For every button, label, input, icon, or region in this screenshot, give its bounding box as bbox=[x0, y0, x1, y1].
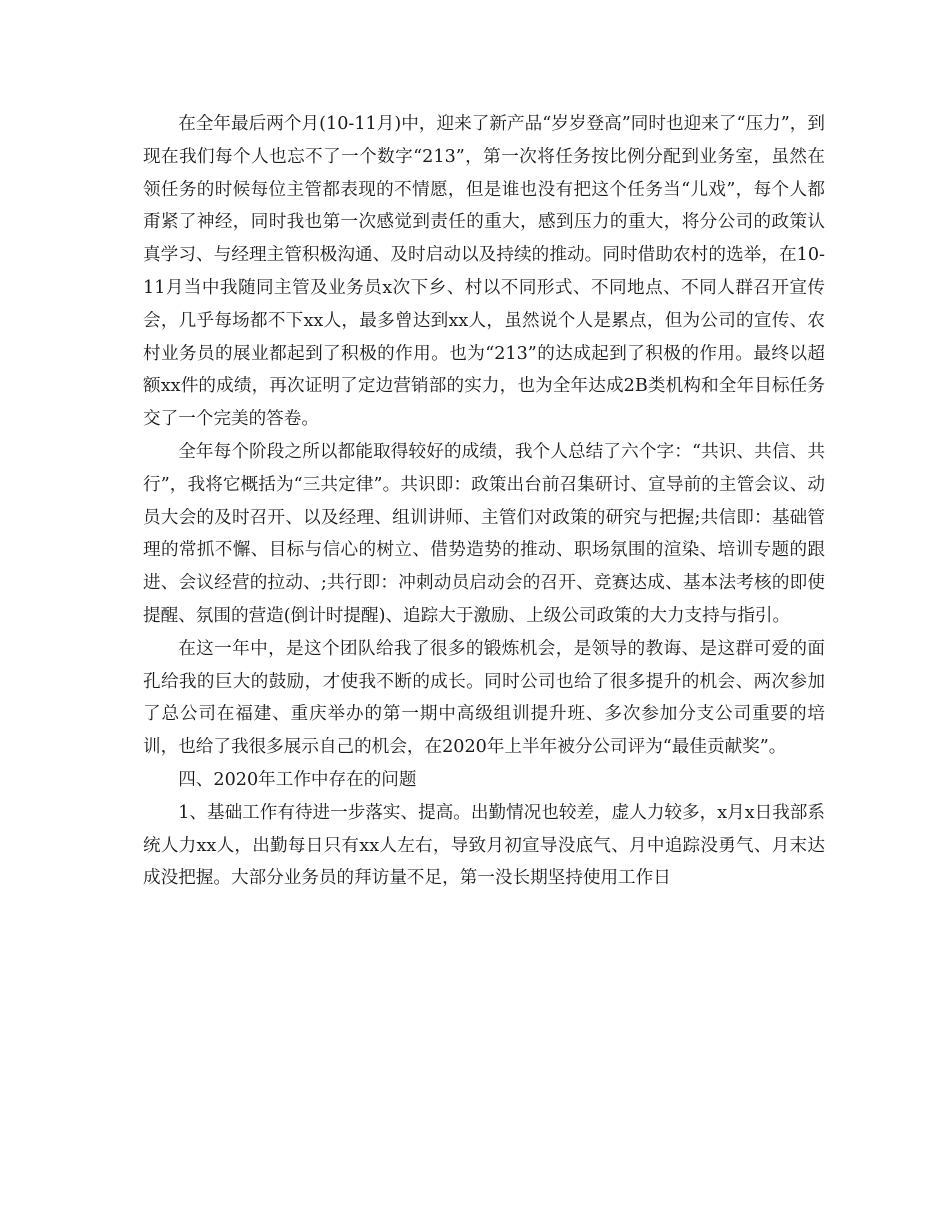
paragraph-sales-pressure-213: 在全年最后两个月(10-11月)中，迎来了新产品“岁岁登高”同时也迎来了“压力”，到现在我们每个人也忘不了一个数字“213”，第一次将任务按比例分配到业务室，虽然在领任务的时候每位主管都表现的不情愿，但是谁也没有把这个任务当“儿戏”，每个人都甭紧了神经，同时我也第一次感觉到责任的重大，感到压力的重大，将分公司的政策认真学习、与经理主管积极沟通、及时启动以及持续的推动。同时借助农村的选举，在10-11月当中我随同主管及业务员x次下乡、村以不同形式、不同地点、不同人群召开宣传会，几乎每场都不下xx人，最多曾达到xx人，虽然说个人是累点，但为公司的宣传、农村业务员的展业都起到了积极的作用。也为“213”的达成起到了积极的作用。最终以超额xx件的成绩，再次证明了定边营销部的实力，也为全年达成2B类机构和全年目标任务交了一个完美的答卷。 bbox=[143, 114, 825, 430]
paragraph-basic-work-issues: 1、基础工作有待进一步落实、提高。出勤情况也较差，虚人力较多，x月x日我部系统人力xx人，出勤每日只有xx人左右，导致月初宣导没底气、月中追踪没勇气、月末达成没把握。大部分业务员的拜访量不足，第一没长期坚持使用工作日 bbox=[143, 802, 826, 889]
document-body bbox=[143, 108, 825, 895]
section-heading-problems: 四、2020年工作中存在的问题 bbox=[178, 769, 417, 790]
paragraph-growth-opportunities: 在这一年中，是这个团队给我了很多的锻炼机会，是领导的教诲、是这群可爱的面孔给我的巨大的鼓励，才使我不断的成长。同时公司也给了很多提升的机会、两次参加了总公司在福建、重庆举办的第一期中高级组训提升班、多次参加分支公司重要的培训，也给了我很多展示自己的机会，在2020年上半年被分公司评为“最佳贡献奖”。 bbox=[143, 638, 825, 758]
paragraph-three-common-laws: 全年每个阶段之所以都能取得较好的成绩，我个人总结了六个字：“共识、共信、共行”，我将它概括为“三共定律”。共识即：政策出台前召集研讨、宣导前的主管会议、动员大会的及时召开、以及经理、组训讲师、主管们对政策的研究与把握;共信即：基础管理的常抓不懈、目标与信心的树立、借势造势的推动、职场氛围的渲染、培训专题的跟进、会议经营的拉动、;共行即：冲刺动员启动会的召开、竞赛达成、基本法考核的即使提醒、氛围的营造(倒计时提醒)、追踪大于激励、上级公司政策的大力支持与指引。 bbox=[143, 441, 825, 626]
